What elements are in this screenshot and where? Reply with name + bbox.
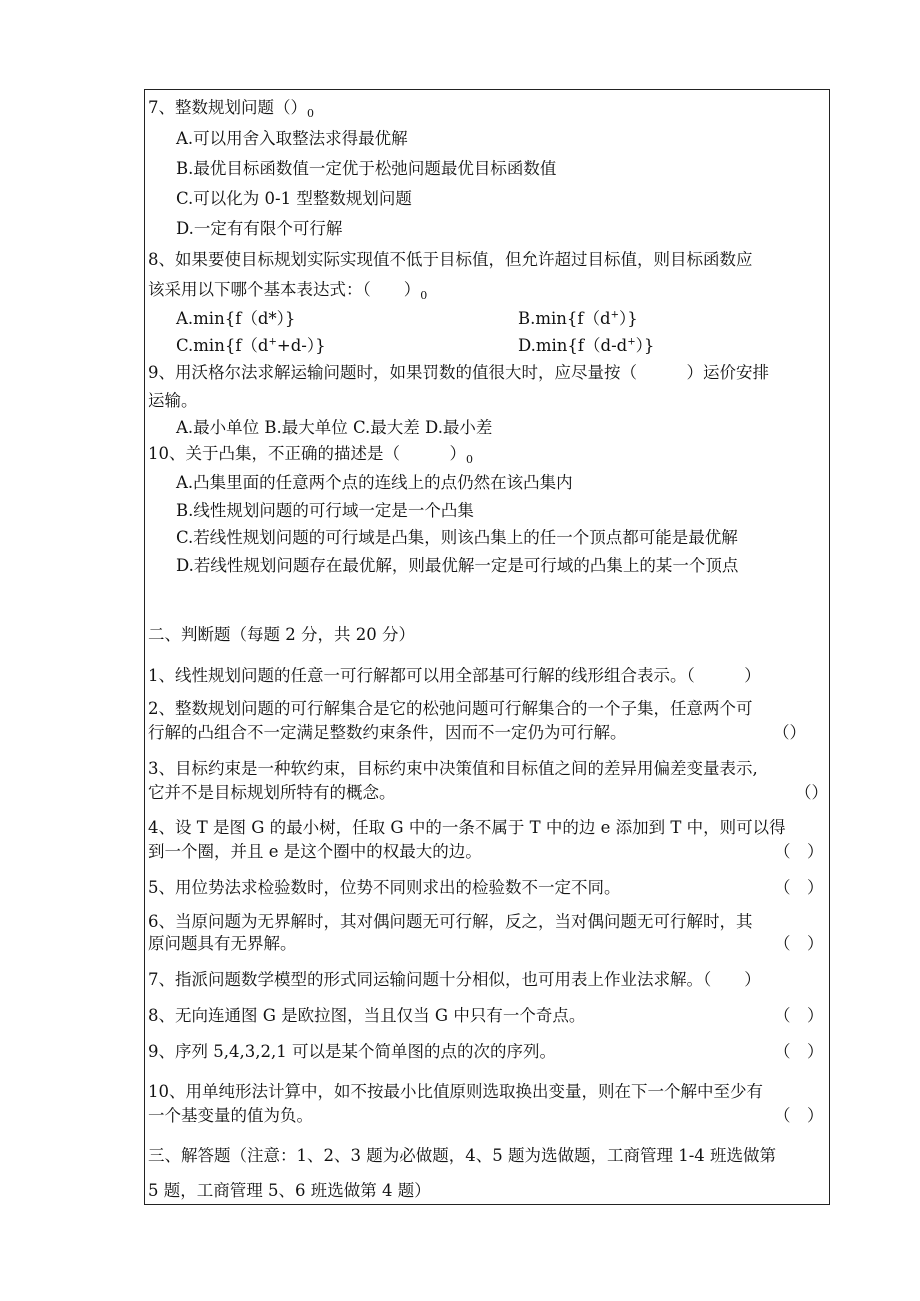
mc-q7-option-c: C.可以化为 0-1 型整数规划问题: [176, 189, 412, 208]
tf-q4-answer-paren: （ ）: [774, 842, 824, 861]
mc-q10-option-c: C.若线性规划问题的可行域是凸集，则该凸集上的任一个顶点都可能是最优解: [176, 528, 738, 547]
mc-q8-option-d: D.min{f（d-d+）}: [518, 336, 655, 355]
tf-section-heading: 二、判断题（每题 2 分，共 20 分）: [148, 625, 415, 644]
mc-q7-option-a: A.可以用舍入取整法求得最优解: [176, 129, 408, 148]
tf-q3-line2: 它并不是目标规划所特有的概念。: [148, 783, 396, 802]
tf-q10-line1: 10、用单纯形法计算中，如不按最小比值原则选取换出变量，则在下一个解中至少有: [148, 1082, 763, 1101]
mc-q9-stem-line2: 运输。: [148, 391, 198, 410]
mc-q8-option-b: B.min{f（d+）}: [518, 309, 638, 328]
tf-q3-line1: 3、目标约束是一种软约束，目标约束中决策值和目标值之间的差异用偏差变量表示,: [148, 759, 758, 778]
mc-q10-option-a: A.凸集里面的任意两个点的连线上的点仍然在该凸集内: [176, 473, 573, 492]
mc-q8-stem-line1: 8、如果要使目标规划实际实现值不低于目标值，但允许超过目标值，则目标函数应: [148, 250, 753, 269]
mc-q9-stem-line1: 9、用沃格尔法求解运输问题时，如果罚数的值很大时，应尽量按（ ）运价安排: [148, 363, 769, 382]
tf-q1: 1、线性规划问题的任意一可行解都可以用全部基可行解的线形组合表示。（ ）: [148, 666, 761, 685]
tf-q8: 8、无向连通图 G 是欧拉图，当且仅当 G 中只有一个奇点。: [148, 1006, 586, 1025]
tf-q10-answer-paren: （ ）: [774, 1106, 824, 1125]
tf-q8-answer-paren: （ ）: [774, 1006, 824, 1025]
tf-q4-line1: 4、设 T 是图 G 的最小树，任取 G 中的一条不属于 T 中的边 e 添加到 T 中，则可以得: [148, 818, 786, 837]
mc-q8-option-c: C.min{f（d++d-）}: [176, 336, 326, 355]
mc-q10-stem: 10、关于凸集，不正确的描述是（ ）$_0$: [148, 444, 473, 466]
tf-q2-line2: 行解的凸组合不一定满足整数约束条件，因而不一定仍为可行解。: [148, 723, 627, 742]
mc-q10-option-b: B.线性规划问题的可行域一定是一个凸集: [176, 501, 474, 520]
mc-q9-options: A.最小单位 B.最大单位 C.最大差 D.最小差: [176, 418, 493, 437]
tf-q6-line1: 6、当原问题为无界解时，其对偶问题无可行解，反之，当对偶问题无可行解时，其: [148, 912, 753, 931]
mc-q7-stem: 7、整数规划问题$()_0$: [148, 98, 314, 120]
tf-q2-line1: 2、整数规划问题的可行解集合是它的松弛问题可行解集合的一个子集，任意两个可: [148, 699, 753, 718]
tf-q6-line2: 原问题具有无界解。: [148, 934, 297, 953]
tf-q6-answer-paren: （ ）: [774, 934, 824, 953]
tf-q3-answer-paren: （）: [795, 783, 828, 802]
sa-heading-line1: 三、解答题（注意：1、2、3 题为必做题，4、5 题为选做题，工商管理 1-4 班选做第: [148, 1146, 777, 1165]
tf-q5-answer-paren: （ ）: [774, 878, 824, 897]
tf-q9-answer-paren: （ ）: [774, 1042, 824, 1061]
mc-q7-option-d: D.一定有有限个可行解: [176, 219, 343, 238]
mc-q8-option-a: A.min{f（d*）}: [176, 309, 296, 328]
tf-q5: 5、用位势法求检验数时，位势不同则求出的检验数不一定不同。: [148, 878, 621, 897]
tf-q10-line2: 一个基变量的值为负。: [148, 1106, 313, 1125]
sa-heading-line2: 5 题，工商管理 5、6 班选做第 4 题）: [148, 1181, 431, 1200]
tf-q9: 9、序列 5,4,3,2,1 可以是某个简单图的点的次的序列。: [148, 1042, 556, 1061]
tf-q4-line2: 到一个圈，并且 e 是这个圈中的权最大的边。: [148, 842, 482, 861]
mc-q7-option-b: B.最优目标函数值一定优于松弛问题最优目标函数值: [176, 159, 557, 178]
mc-q8-stem-line2: 该采用以下哪个基本表达式：（ ）$_0$: [148, 280, 428, 302]
mc-q10-option-d: D.若线性规划问题存在最优解，则最优解一定是可行域的凸集上的某一个顶点: [176, 556, 739, 575]
tf-q7: 7、指派问题数学模型的形式同运输问题十分相似，也可用表上作业法求解。（ ）: [148, 970, 761, 989]
tf-q2-answer-paren: （）: [773, 723, 806, 742]
